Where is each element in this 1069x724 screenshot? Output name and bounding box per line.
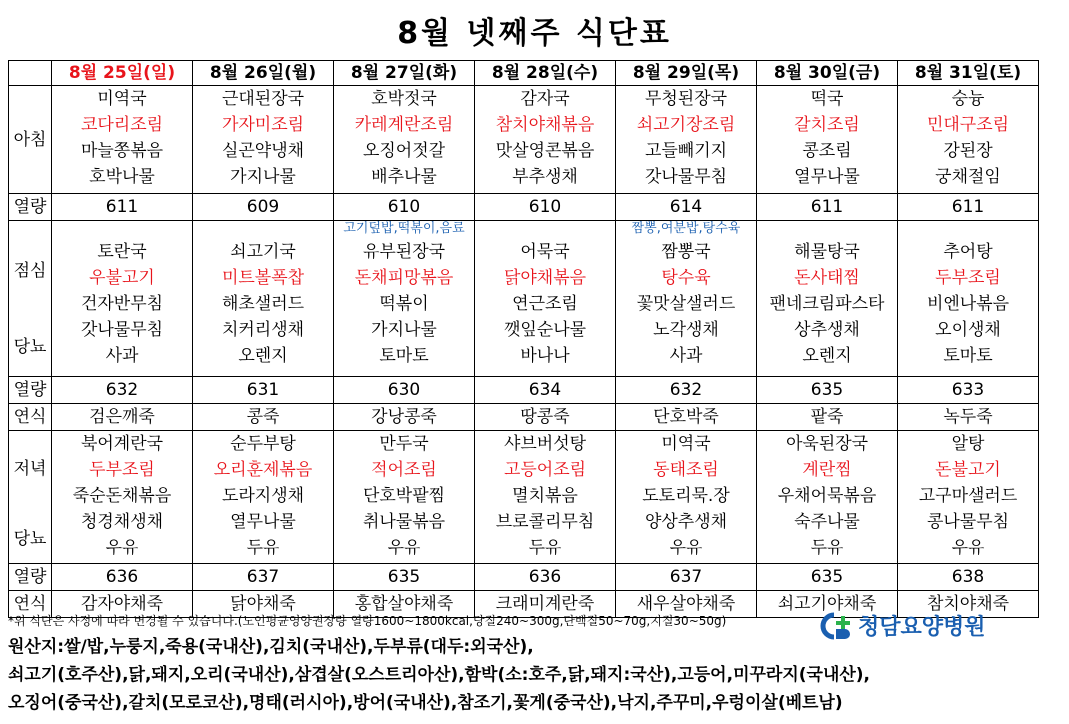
lunch-note [475,221,615,239]
menu-item: 토마토 [379,346,429,366]
menu-item: 우유 [951,538,985,558]
menu-item: 오이생채 [935,320,1001,340]
menu-item: 쇠고기국 [230,242,296,262]
menu-item: 연근조림 [512,294,578,314]
corner-cell [9,61,52,86]
diabetic-label: 당뇨 [13,336,47,357]
menu-item: 바나나 [520,346,570,366]
calorie-label: 열량 [9,564,52,591]
snack-label: 연식 [9,404,52,431]
lunch-cell [616,221,757,377]
menu-item: 궁채절임 [935,167,1001,187]
dinner-cell [334,431,475,564]
menu-item: 돈불고기 [935,460,1001,480]
breakfast-cell [475,86,616,194]
menu-item: 무청된장국 [644,89,728,109]
lunch-note [193,221,333,239]
menu-item: 알탕 [951,434,985,454]
menu-item: 유부된장국 [362,242,446,262]
lunch-row [9,221,1039,377]
lunch-note [898,221,1038,239]
snack-value: 새우살야채죽 [616,591,757,618]
menu-item: 샤브버섯탕 [503,434,587,454]
calorie-value: 636 [475,564,616,591]
menu-item: 실곤약냉채 [221,141,305,161]
date-header: 8월 26일(월) [193,61,334,86]
hospital-name: 청담요양병원 [858,615,986,640]
calorie-label: 열량 [9,377,52,404]
dinner-label: 저녁 [13,459,47,479]
calorie-value: 635 [757,564,898,591]
menu-item: 두유 [246,538,280,558]
menu-item: 토란국 [97,242,147,262]
menu-item: 배추나물 [371,167,437,187]
menu-item: 미역국 [97,89,147,109]
menu-table [8,60,1039,618]
menu-item: 사과 [669,346,703,366]
calorie-value: 611 [757,194,898,221]
menu-item: 아욱된장국 [785,434,869,454]
lunch-label-cell [9,221,52,377]
nutrition-note: *위 식단은 사정에 따라 변경될 수 있습니다.(노인평균영양권장량 열량1600~1800kcal,당질240~300g,단백질50~70g,지질30~50g) [8,614,727,628]
menu-item: 단호박팥찜 [362,486,446,506]
menu-item: 취나물볶음 [362,512,446,532]
lunch-cell [193,221,334,377]
snack-value: 녹두죽 [898,404,1039,431]
menu-item: 도라지생채 [221,486,305,506]
dinner-cell [52,431,193,564]
snack-row [9,404,1039,431]
calorie-value: 611 [52,194,193,221]
menu-item: 오리훈제볶음 [213,460,313,480]
breakfast-cell [334,86,475,194]
menu-item: 가지나물 [371,320,437,340]
dinner-row [9,431,1039,564]
menu-item: 민대구조림 [926,115,1010,135]
menu-item: 죽순돈채볶음 [72,486,172,506]
lunch-cell [475,221,616,377]
menu-item: 치커리생채 [221,320,305,340]
menu-item: 청경채생채 [80,512,164,532]
calorie-value: 611 [898,194,1039,221]
menu-item: 탕수육 [661,268,711,288]
menu-item: 고등어조림 [503,460,587,480]
menu-item: 동태조림 [653,460,719,480]
dinner-cell [898,431,1039,564]
snack-value: 검은깨죽 [52,404,193,431]
menu-item: 호박나물 [89,167,155,187]
menu-item: 토마토 [943,346,993,366]
menu-item: 갓나물무침 [80,320,164,340]
menu-item: 북어계란국 [80,434,164,454]
menu-item: 해초샐러드 [221,294,305,314]
menu-item: 맛살영콘볶음 [495,141,595,161]
menu-item: 멸치볶음 [512,486,578,506]
calorie-value: 630 [334,377,475,404]
menu-item: 코다리조림 [80,115,164,135]
menu-item: 닭야채볶음 [503,268,587,288]
date-header: 8월 31일(토) [898,61,1039,86]
menu-item: 오징어젓갈 [362,141,446,161]
menu-item: 돈사태찜 [794,268,860,288]
snack-value: 크래미계란죽 [475,591,616,618]
calorie-value: 633 [898,377,1039,404]
menu-item: 갓나물무침 [644,167,728,187]
menu-item: 돈채피망볶음 [354,268,454,288]
menu-item: 짬뽕국 [661,242,711,262]
menu-item: 두유 [810,538,844,558]
menu-item: 카레계란조림 [354,115,454,135]
breakfast-label: 아침 [9,86,52,194]
menu-item: 미트볼폭찹 [221,268,305,288]
lunch-label: 점심 [13,260,47,281]
lunch-cell [52,221,193,377]
menu-item: 떡볶이 [379,294,429,314]
calorie-value: 609 [193,194,334,221]
snack-value: 감자야채죽 [52,591,193,618]
menu-item: 팬네크림파스타 [769,294,885,314]
menu-item: 부추생채 [512,167,578,187]
snack-value: 강낭콩죽 [334,404,475,431]
menu-item: 갈치조림 [794,115,860,135]
lunch-cell [757,221,898,377]
date-header: 8월 28일(수) [475,61,616,86]
calorie-value: 610 [475,194,616,221]
lunch-note [757,221,897,239]
page-title: 8월 넷째주 식단표 [397,16,672,51]
menu-item: 순두부탕 [230,434,296,454]
origin-line: 오징어(중국산),갈치(모로코산),명태(러시아),방어(국내산),참조기,꽃게(중국산),낙지,주꾸미,우렁이살(베트남) [8,693,843,713]
calorie-value: 638 [898,564,1039,591]
menu-item: 도토리묵.장 [642,486,730,506]
menu-item: 양상추생채 [644,512,728,532]
menu-item: 숙주나물 [794,512,860,532]
date-header: 8월 25일(일) [52,61,193,86]
menu-item: 우유 [669,538,703,558]
menu-item: 강된장 [943,141,993,161]
calorie-value: 635 [334,564,475,591]
calorie-value: 634 [475,377,616,404]
calorie-value: 631 [193,377,334,404]
menu-item: 두부조림 [935,268,1001,288]
lunch-note: 짬뽕,여분밥,탕수육 [631,221,741,236]
menu-item: 꽃맛살샐러드 [636,294,736,314]
date-header: 8월 27일(화) [334,61,475,86]
calorie-value: 635 [757,377,898,404]
date-header: 8월 30일(금) [757,61,898,86]
menu-item: 고구마샐러드 [918,486,1018,506]
menu-item: 오렌지 [238,346,288,366]
snack-value: 닭야채죽 [193,591,334,618]
breakfast-cell [757,86,898,194]
menu-item: 깻잎순나물 [503,320,587,340]
calorie-value: 632 [616,377,757,404]
menu-item: 가지나물 [230,167,296,187]
menu-item: 우유 [105,538,139,558]
lunch-cell [334,221,475,377]
calorie-value: 637 [193,564,334,591]
calorie-label: 열량 [9,194,52,221]
menu-item: 해물탕국 [794,242,860,262]
dinner-label-cell [9,431,52,564]
lunch-note [52,221,192,239]
diabetic-label: 당뇨 [13,529,47,549]
calorie-value: 610 [334,194,475,221]
breakfast-cell [52,86,193,194]
breakfast-cell [616,86,757,194]
snack-value: 홍합살야채죽 [334,591,475,618]
dinner-cell [475,431,616,564]
menu-item: 감자국 [520,89,570,109]
breakfast-row [9,86,1039,194]
menu-item: 열무나물 [230,512,296,532]
menu-item: 비엔나볶음 [926,294,1010,314]
dinner-cell [616,431,757,564]
breakfast-cell [193,86,334,194]
menu-item: 참치야채볶음 [495,115,595,135]
menu-item: 콩나물무침 [926,512,1010,532]
breakfast-calorie-row [9,194,1039,221]
menu-item: 오렌지 [802,346,852,366]
menu-item: 콩조림 [802,141,852,161]
menu-item: 사과 [105,346,139,366]
menu-item: 두유 [528,538,562,558]
calorie-value: 636 [52,564,193,591]
breakfast-cell [898,86,1039,194]
lunch-calorie-row [9,377,1039,404]
calorie-value: 637 [616,564,757,591]
snack-value: 콩죽 [193,404,334,431]
snack-value: 쇠고기야채죽 [757,591,898,618]
dinner-cell [193,431,334,564]
lunch-note: 고기덮밥,떡볶이,음료 [343,221,465,236]
menu-item: 만두국 [379,434,429,454]
menu-item: 추어탕 [943,242,993,262]
menu-item: 우유 [387,538,421,558]
menu-item: 두부조림 [89,460,155,480]
menu-item: 숭늉 [951,89,985,109]
lunch-cell [898,221,1039,377]
menu-item: 열무나물 [794,167,860,187]
menu-item: 고들빼기지 [644,141,728,161]
origin-line: 쇠고기(호주산),닭,돼지,오리(국내산),삼겹살(오스트리아산),함박(소:호주,닭,돼지:국산),고등어,미꾸라지(국내산), [8,665,871,685]
dinner-cell [757,431,898,564]
menu-item: 우불고기 [89,268,155,288]
origin-info [8,633,1058,717]
snack-label: 연식 [9,591,52,618]
menu-item: 건자반무침 [80,294,164,314]
snack-value: 팥죽 [757,404,898,431]
menu-item: 상추생채 [794,320,860,340]
dinner-calorie-row [9,564,1039,591]
date-header: 8월 29일(목) [616,61,757,86]
snack-value: 땅콩죽 [475,404,616,431]
menu-item: 브로콜리무침 [495,512,595,532]
menu-item: 적어조림 [371,460,437,480]
menu-item: 마늘쫑볶음 [80,141,164,161]
menu-item: 쇠고기장조림 [636,115,736,135]
calorie-value: 632 [52,377,193,404]
menu-item: 근대된장국 [221,89,305,109]
menu-item: 우채어묵볶음 [777,486,877,506]
menu-item: 어묵국 [520,242,570,262]
menu-item: 계란찜 [802,460,852,480]
menu-item: 미역국 [661,434,711,454]
menu-item: 가자미조림 [221,115,305,135]
calorie-value: 614 [616,194,757,221]
menu-item: 떡국 [810,89,844,109]
origin-line: 원산지:쌀/밥,누룽지,죽용(국내산),김치(국내산),두부류(대두:외국산), [8,637,534,657]
snack-value: 단호박죽 [616,404,757,431]
snack-value: 참치야채죽 [898,591,1039,618]
menu-item: 호박젓국 [371,89,437,109]
date-header-row [9,61,1039,86]
menu-item: 노각생채 [653,320,719,340]
